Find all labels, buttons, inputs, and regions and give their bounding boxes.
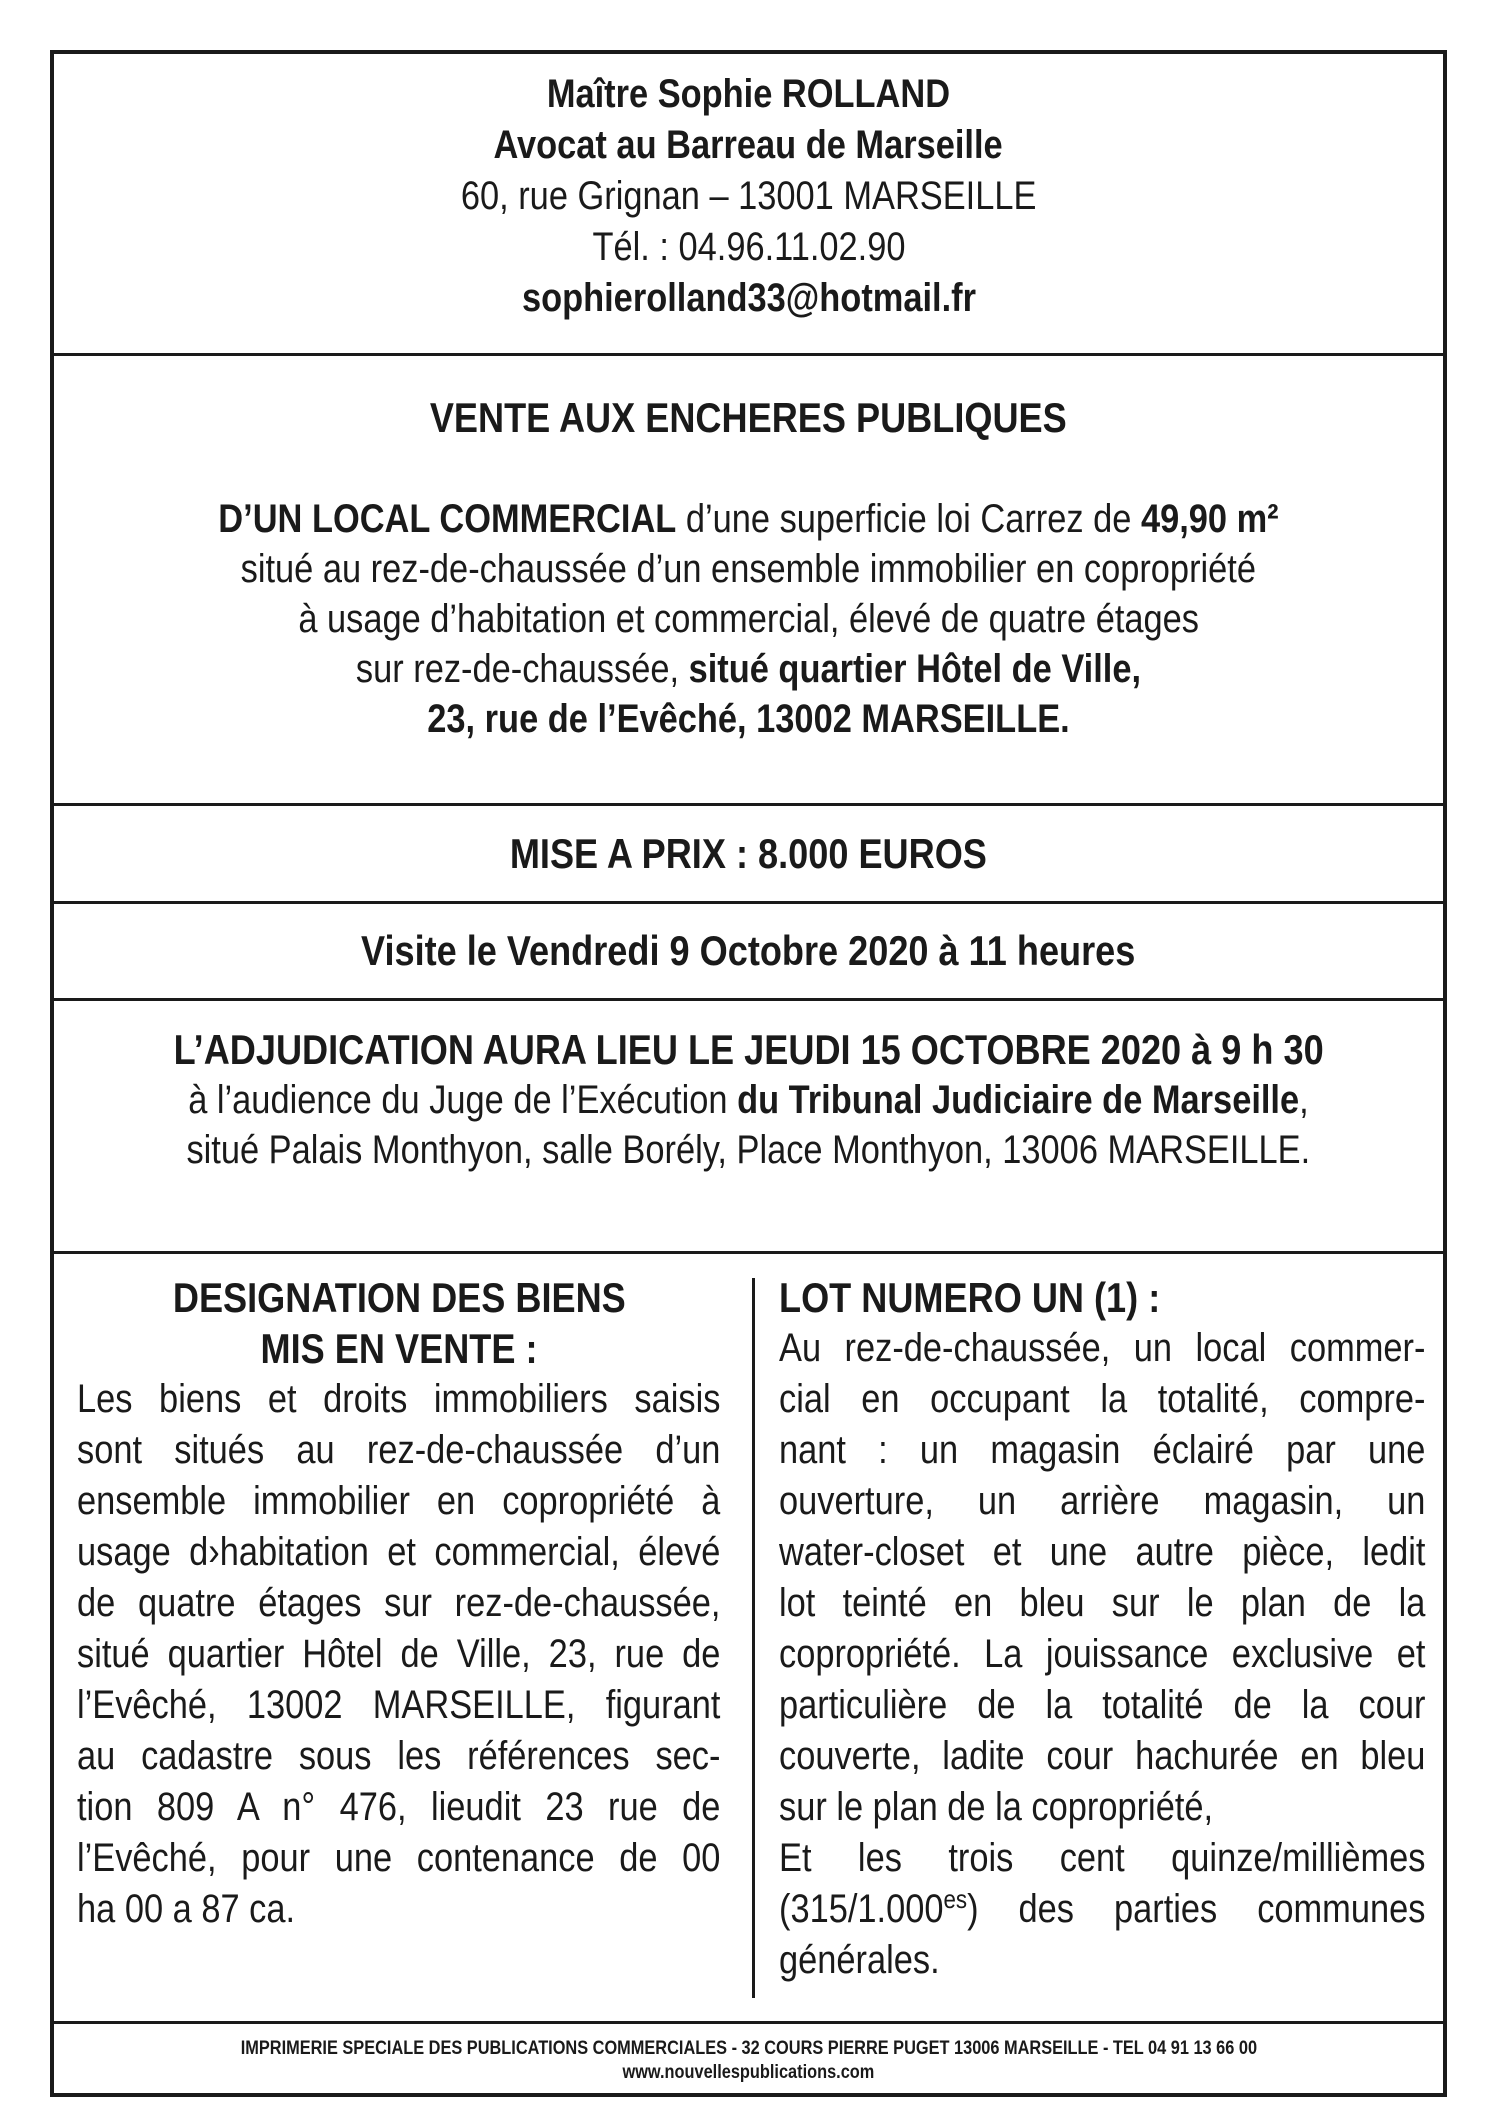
lot-share-text: ) des parties communes [967, 1887, 1426, 1931]
designation-column [77, 1272, 722, 1935]
designation-line: ha 00 a 87 ca. [77, 1887, 296, 1931]
column-divider [752, 1278, 755, 1998]
sale-line-3: à usage d’habitation et commercial, élevé de quatre étages [298, 597, 1199, 641]
adjudication-line-2: à l’audience du Juge de l’Exécution [188, 1078, 738, 1122]
lot-line: Au rez-de-chaussée, un local commer- [779, 1326, 1426, 1370]
sale-location: situé quartier Hôtel de Ville, [688, 647, 1142, 691]
designation-line: de quatre étages sur rez-de-chaussée, [77, 1581, 721, 1625]
adjudication-info [54, 1001, 1443, 1254]
lot-line: couverte, ladite cour hachurée en bleu [779, 1734, 1426, 1778]
adjudication-line-3: situé Palais Monthyon, salle Borély, Place Monthyon, 13006 MARSEILLE. [186, 1128, 1311, 1172]
designation-line: au cadastre sous les références sec- [77, 1734, 721, 1778]
surface-value: 49,90 m² [1140, 497, 1279, 541]
visit-info [54, 904, 1443, 1001]
sale-address: 23, rue de l’Evêché, 13002 MARSEILLE. [427, 697, 1070, 741]
designation-line: ensemble immobilier en copropriété à [77, 1479, 721, 1523]
lawyer-name: Maître Sophie ROLLAND [546, 72, 951, 116]
lawyer-phone: Tél. : 04.96.11.02.90 [591, 225, 906, 269]
designation-line: sont situés au rez-de-chaussée d’un [77, 1428, 721, 1472]
designation-line: l’Evêché, 13002 MARSEILLE, figurant [77, 1683, 721, 1727]
designation-line: l’Evêché, pour une contenance de 00 [77, 1836, 721, 1880]
sale-line-2: situé au rez-de-chaussée d’un ensemble immobilier en copropriété [240, 547, 1257, 591]
adjudication-title: L’ADJUDICATION AURA LIEU LE JEUDI 15 OCTOBRE 2020 à 9 h 30 [173, 1026, 1324, 1073]
lot-heading: LOT NUMERO UN (1) : [779, 1274, 1161, 1321]
adjudication-comma: , [1299, 1078, 1309, 1122]
lawyer-title: Avocat au Barreau de Marseille [493, 123, 1004, 167]
starting-price [54, 806, 1443, 904]
designation-line: usage d›habitation et commercial, élevé [77, 1530, 721, 1574]
lot-line-11: Et les trois cent quinze/millièmes [779, 1836, 1426, 1880]
visit-text: Visite le Vendredi 9 Octobre 2020 à 11 heures [361, 927, 1136, 974]
details-columns [54, 1254, 1443, 2024]
lot-line: lot teinté en bleu sur le plan de la [779, 1581, 1426, 1625]
lot-line-12 [779, 1884, 1425, 1935]
designation-line: Les biens et droits immobiliers saisis [77, 1377, 721, 1421]
notice-frame [50, 50, 1447, 2097]
lot-line-10: sur le plan de la copropriété, [779, 1785, 1214, 1829]
designation-heading-1: DESIGNATION DES BIENS [173, 1274, 626, 1321]
surface-text: d’une superficie loi Carrez de [676, 497, 1141, 541]
printer-info: IMPRIMERIE SPECIALE DES PUBLICATIONS COMMERCIALES - 32 COURS PIERRE PUGET 13006 MARSEILLE - TEL 04 91 13 66 00 [240, 2038, 1257, 2059]
lawyer-header [54, 54, 1443, 356]
court-name: du Tribunal Judiciaire de Marseille [737, 1078, 1300, 1122]
designation-heading-2: MIS EN VENTE : [261, 1325, 538, 1372]
lot-text [779, 1323, 1425, 1986]
lot-line: nant : un magasin éclairé par une [779, 1428, 1426, 1472]
lawyer-address: 60, rue Grignan – 13001 MARSEILLE [460, 174, 1037, 218]
lot-line: cial en occupant la totalité, compre- [779, 1377, 1426, 1421]
sale-line-4-text: sur rez-de-chaussée, [355, 647, 689, 691]
sale-description [54, 356, 1443, 806]
sale-heading: VENTE AUX ENCHERES PUBLIQUES [430, 394, 1067, 441]
lot-line: copropriété. La jouissance exclusive et [779, 1632, 1426, 1676]
printer-website[interactable]: www.nouvellespublications.com [622, 2062, 875, 2083]
price-text: MISE A PRIX : 8.000 EUROS [509, 830, 988, 877]
property-type: D’UN LOCAL COMMERCIAL [218, 497, 677, 541]
designation-text [77, 1374, 720, 1935]
lot-line-13: générales. [779, 1938, 940, 1982]
printer-footer [54, 2024, 1443, 2097]
lawyer-email: sophierolland33@hotmail.fr [521, 276, 976, 320]
designation-line: situé quartier Hôtel de Ville, 23, rue de [77, 1632, 721, 1676]
lot-line: ouverture, un arrière magasin, un [779, 1479, 1426, 1523]
lot-line: particulière de la totalité de la cour [779, 1683, 1426, 1727]
designation-line: tion 809 A n° 476, lieudit 23 rue de [77, 1785, 721, 1829]
lot-column [779, 1272, 1427, 1986]
lot-share-value: (315/1.000 [779, 1887, 944, 1931]
lot-line: water-closet et une autre pièce, ledit [779, 1530, 1426, 1574]
lot-share-suffix: es [943, 1884, 968, 1914]
